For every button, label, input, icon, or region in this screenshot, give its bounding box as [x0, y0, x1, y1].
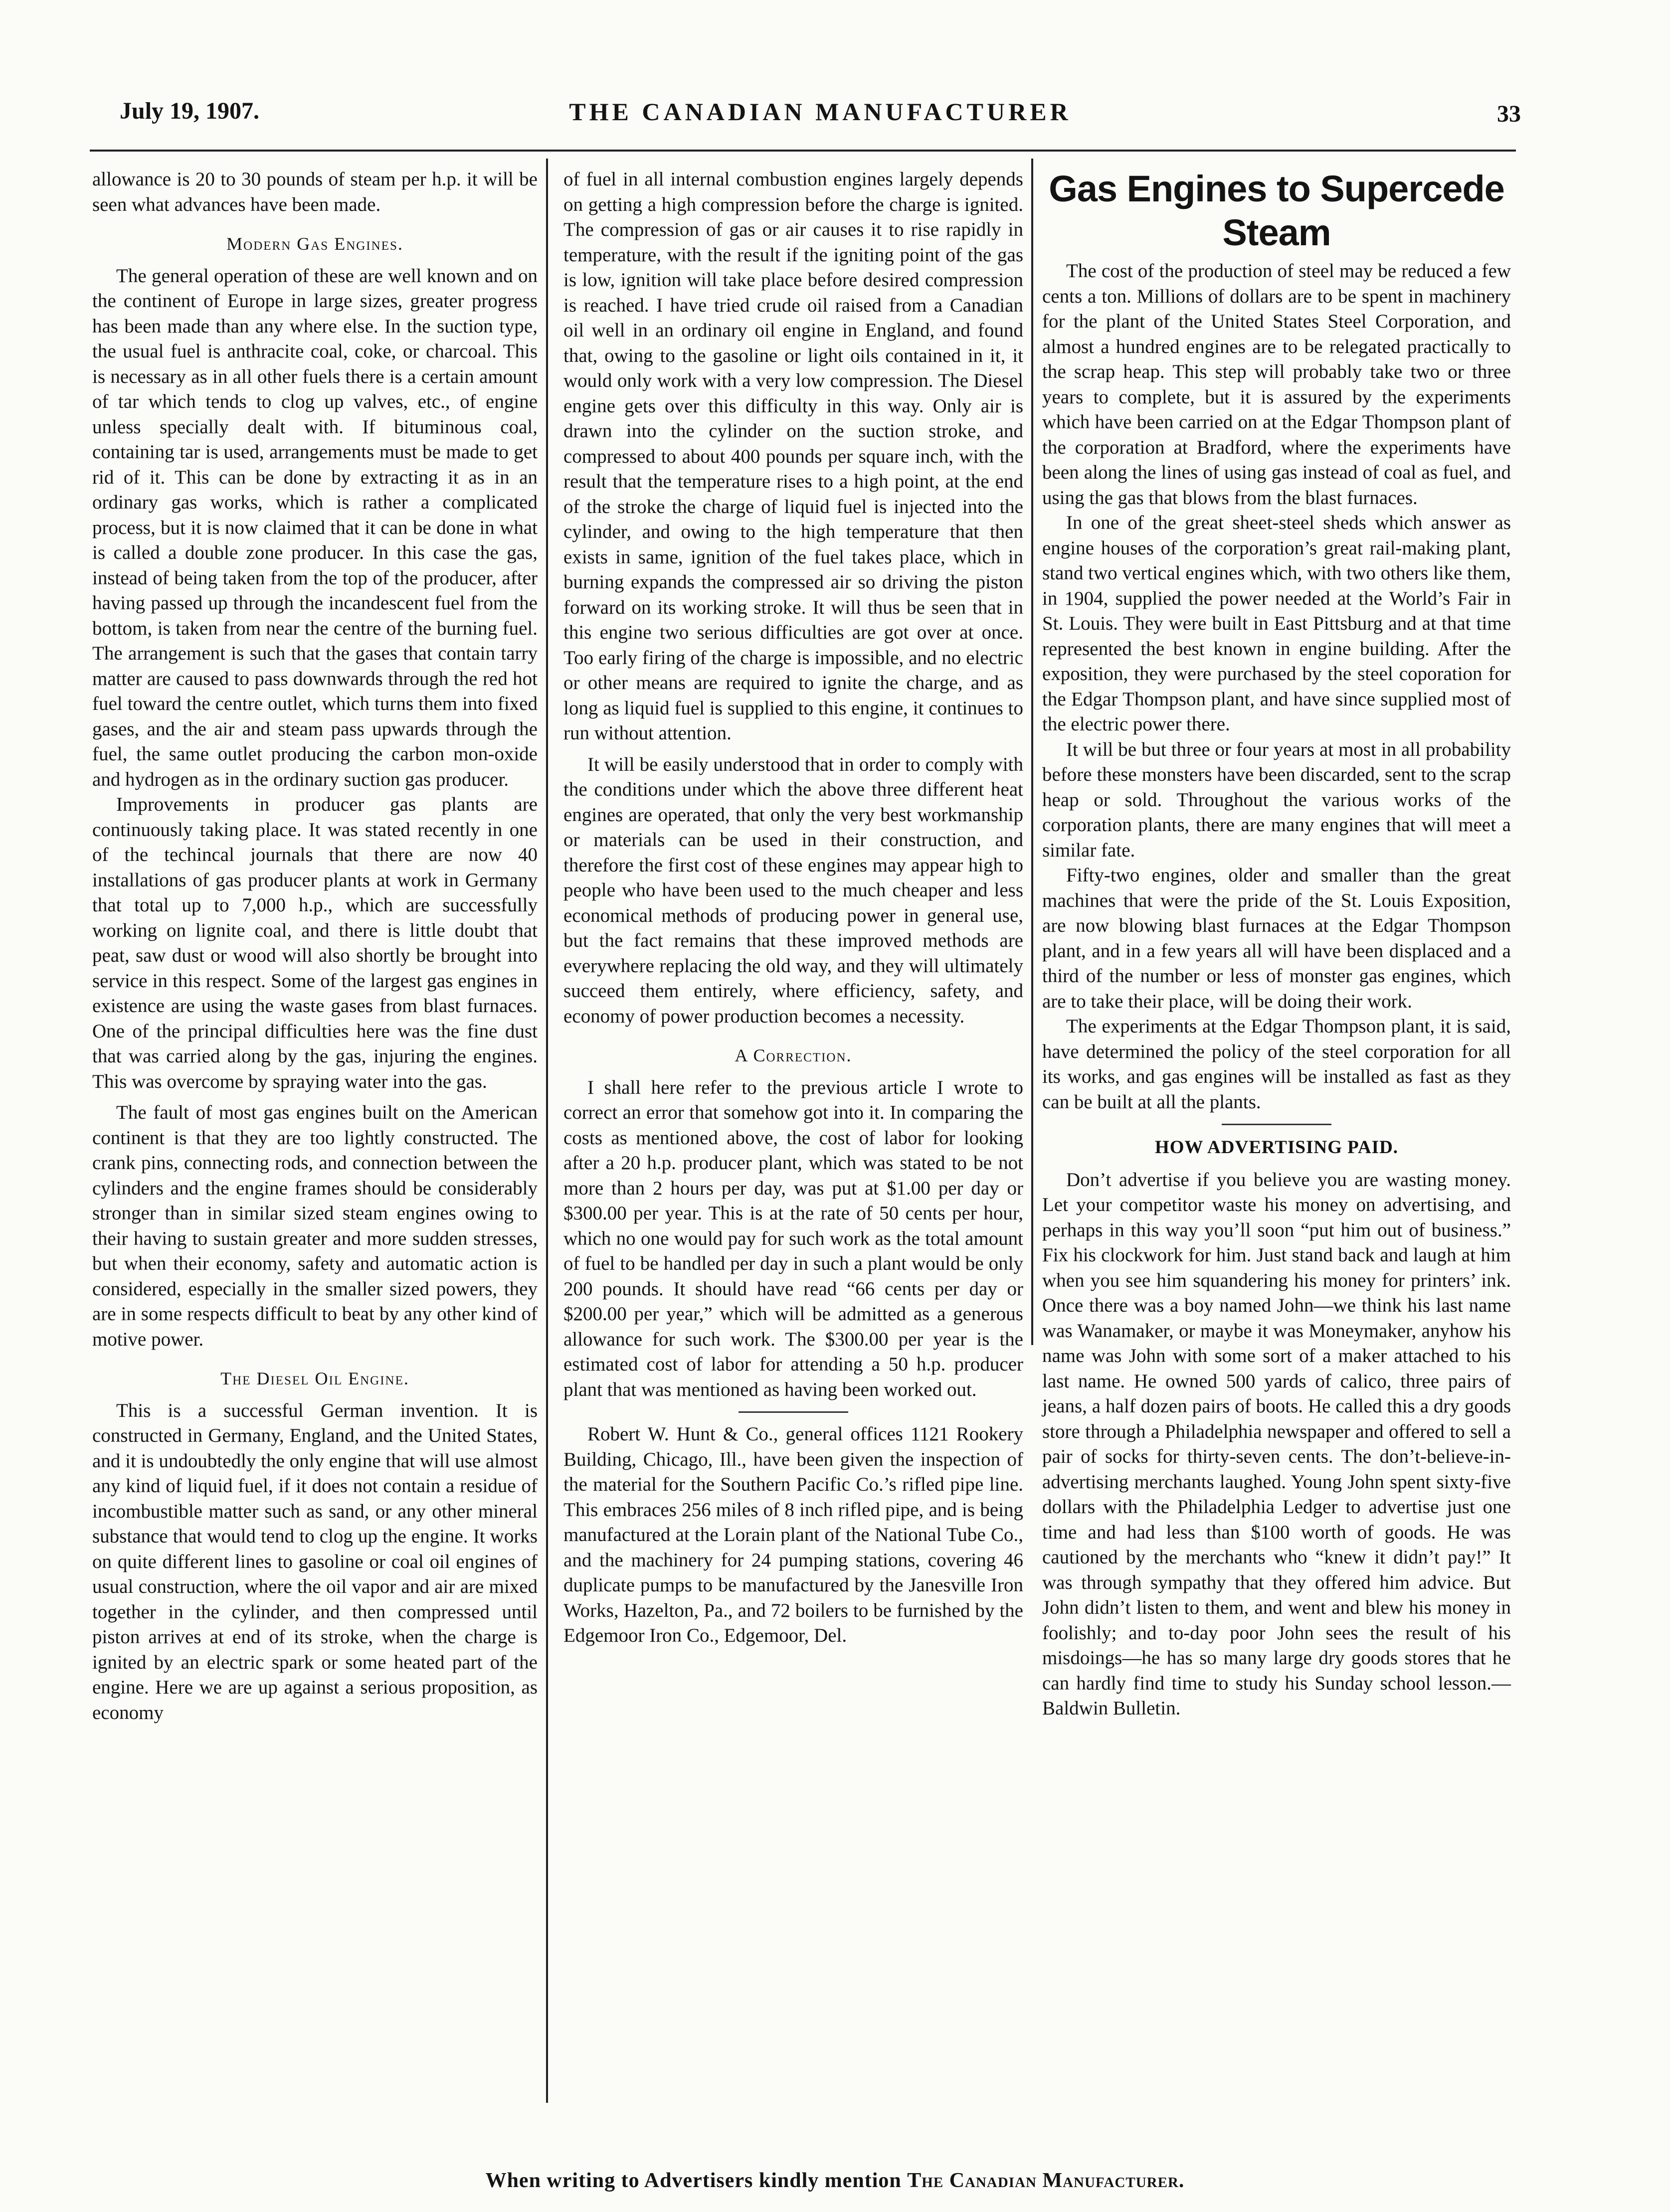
footer-publication-name: The Canadian Manufacturer.: [907, 2169, 1185, 2192]
article-column-3: [1042, 167, 1511, 1721]
paragraph: The general operation of these are well known and on the continent of Europe in large sizes, greater progress has been made than any where else. In the suction type, the usual fuel is anthracite coal, coke, or charcoal. This is necessary as in all other fuels there is a certain amount of tar which tends to clog up valves, etc., of engine unless specially dealt with. If bituminous coal, containing tar is used, arrangements must be made to get rid of it. This can be done by extracting it as in an ordinary gas works, which is rather a complicated process, but it is now claimed that it can be done in what is called a double zone producer. In this case the gas, instead of being taken from the top of the producer, after having passed up through the incandescent fuel from the bottom, is taken from near the centre of the burning fuel. The arrangement is such that the gases that contain tarry matter are caused to pass downwards through the red hot fuel toward the centre outlet, which turns them into fixed gases, and the air and steam pass upwards through the fuel, the same outlet producing the carbon mon-oxide and hydrogen as in the ordinary suction gas producer.: [92, 265, 538, 790]
header-rule: [90, 150, 1516, 152]
column-divider-1: [546, 159, 548, 2103]
article-column-2: [563, 167, 1023, 1649]
paragraph: Fifty-two engines, older and smaller than the great machines that were the pride of the St. Louis Exposition, are now blowing blast furnaces at the Edgar Thompson plant, and in a few years all will have been displaced and a third of the number or less of monster gas engines, which are to take their place, will be doing their work.: [1042, 864, 1511, 1012]
paragraph: The experiments at the Edgar Thompson plant, it is said, have determined the policy of the steel corporation for all its works, and gas engines will be installed as fast as they can be built at all the plants.: [1042, 1016, 1511, 1113]
paragraph: It will be but three or four years at most in all probability before these monsters have been discarded, sent to the scrap heap or sold. Throughout the various works of the corporation plants, there are many engines that will meet a similar fate.: [1042, 738, 1511, 861]
paragraph: This is a successful German invention. It is constructed in Germany, England, and the United States, and it is undoubtedly the only engine that will use almost any kind of liquid fuel, if it does not contain a residue of incombustible matter such as sand, or any other mineral substance that would tend to clog up the engine. It works on quite different lines to gasoline or coal oil engines of usual construction, where the oil vapor and air are mixed together in the cylinder, and then compressed until piston arrives at end of its stroke, when the charge is ignited by an electric spark or some heated part of the engine. Here we are up against a serious proposition, as economy: [92, 1399, 538, 1723]
issue-date: July 19, 1907.: [120, 98, 260, 124]
article-column-1: [92, 167, 538, 1725]
page-footer: [0, 2169, 1670, 2193]
paragraph: of fuel in all internal combustion engines largely depends on getting a high compression before the charge is ignited. The compression of gas or air causes it to rise rapidly in temperature, with the result if the igniting point of the gas is low, ignition will take place before desired compression is reached. I have tried crude oil raised from a Canadian oil well in an ordinary oil engine in England, and found that, owing to the gasoline or light oils contained in it, it would only work with a very low compression. The Diesel engine gets over this difficulty in this way. Only air is drawn into the cylinder on the suction stroke, and compressed to about 400 pounds per square inch, with the result that the temperature rises to a high point, at the end of the stroke the charge of liquid fuel is injected into the cylinder, and owing to the high temperature that then exists in same, ignition of the fuel takes place, which in burning expands the compressed air so driving the piston forward on its working stroke. It will thus be seen that in this engine two serious difficulties are got over at once. Too early firing of the charge is impossible, and no electric or other means are required to ignite the charge, and as long as liquid fuel is supplied to this engine, it continues to run without attention.: [563, 169, 1023, 744]
separator-rule: [739, 1411, 848, 1413]
paragraph: Improvements in producer gas plants are continuously taking place. It was stated recently in one of the techincal journals that there are now 40 installations of gas producer plants at work in Germany that total up to 7,000 h.p., which are successfully working on lignite coal, and there is little doubt that peat, saw dust or wood will also shortly be brought into service in this respect. Some of the largest gas engines in existence are using the waste gases from blast furnaces. One of the principal difficulties here was the fine dust that was carried along by the gas, injuring the engines. This was overcome by spraying water into the gas.: [92, 794, 538, 1092]
section-heading-a-correction: A Correction.: [735, 1045, 852, 1065]
page-header: [120, 97, 1521, 142]
section-heading-diesel-oil-engine: The Diesel Oil Engine.: [220, 1368, 409, 1388]
publication-title: THE CANADIAN MANUFACTURER: [569, 98, 1072, 126]
separator-rule: [1222, 1124, 1331, 1125]
paragraph: Robert W. Hunt & Co., general offices 1121 Rookery Building, Chicago, Ill., have been given the inspection of the material for the Southern Pacific Co.’s rifled pipe line. This embraces 256 miles of 8 inch rifled pipe, and is being manufactured at the Lorain plant of the National Tube Co., and the machinery for 24 pumping stations, covering 46 duplicate pumps to be manufactured by the Janesville Iron Works, Hazelton, Pa., and 72 boilers to be furnished by the Edgemoor Iron Co., Edgemoor, Del.: [563, 1423, 1023, 1646]
headline-how-advertising-paid: HOW ADVERTISING PAID.: [1154, 1137, 1399, 1158]
paragraph: The fault of most gas engines built on the American continent is that they are too lightly constructed. The crank pins, connecting rods, and connection between the cylinders and the engine frames should be considerably stronger than in similar sized steam engines owing to their having to sustain greater and more sudden stresses, but when their economy, safety and automatic action is considered, especially in the smaller sized powers, they are in some respects difficult to beat by any other kind of motive power.: [92, 1102, 538, 1350]
paragraph: I shall here refer to the previous article I wrote to correct an error that somehow got into it. In comparing the costs as mentioned above, the cost of labor for looking after a 20 h.p. producer plant, which was stated to be not more than 2 hours per day, was put at $1.00 per day or $300.00 per year. This is at the rate of 50 cents per hour, which no one would pay for such work as the total amount of fuel to be handled per day in such a plant would be only 200 pounds. It should have read “66 cents per day or $200.00 per year,” which will be admitted as a generous allowance for such work. The $300.00 per year is the estimated cost of labor for attending a 50 h.p. producer plant that was mentioned as having been worked out.: [563, 1076, 1023, 1400]
headline-gas-engines: Gas Engines to Supercede Steam: [1049, 168, 1504, 253]
paragraph: The cost of the production of steel may be reduced a few cents a ton. Millions of dollars are to be spent in machinery for the plant of the United States Steel Corporation, and almost a hundred engines are to be relegated practically to the scrap heap. This step will probably take two or three years to complete, but it is assured by the experiments which have been carried on at the Edgar Thompson plant of the corporation at Bradford, where the experiments have been along the lines of using gas instead of coal as fuel, and using the gas that blows from the blast furnaces.: [1042, 260, 1511, 509]
paragraph: Don’t advertise if you believe you are wasting money. Let your competitor waste his money on advertising, and perhaps in this way you’ll soon “put him out of business.” Fix his clockwork for him. Just stand back and laugh at him when you see him squandering his money for printers’ ink. Once there was a boy named John—we think his last name was Wanamaker, or maybe it was Moneymaker, anyhow his name was John with some sort of a maker attached to his last name. He owned 500 yards of calico, three pairs of jeans, a half dozen pairs of boots. He called this a dry goods store through a Philadelphia newspaper and offered to sell a pair of socks for thirty-seven cents. The don’t-believe-in-advertising merchants laughed. Young John spent sixty-five dollars with the Philadelphia Ledger to advertise just one time and had less than $100 worth of goods. He was cautioned by the merchants who “knew it didn’t pay!” It was through sympathy that they offered him advice. But John didn’t listen to them, and went and blew his money in foolishly; and to-day poor John sees the result of his misdoings—he has so many large dry goods stores that he can hardly find time to study his Sunday school lesson.—Baldwin Bulletin.: [1042, 1169, 1511, 1719]
paragraph: It will be easily understood that in order to comply with the conditions under which the above three different heat engines are operated, that only the very best workmanship or materials can be used in their construction, and therefore the first cost of these engines may appear high to people who have been used to the much cheaper and less economical methods of producing power in general use, but the fact remains that these improved methods are everywhere replacing the old way, and they will ultimately succeed them entirely, where efficiency, safety, and economy of power production becomes a necessity.: [563, 753, 1023, 1027]
paragraph: allowance is 20 to 30 pounds of steam per h.p. it will be seen what advances have been made.: [92, 169, 538, 215]
section-heading-modern-gas-engines: Modern Gas Engines.: [226, 234, 403, 254]
page-number: 33: [1497, 101, 1521, 127]
footer-text: When writing to Advertisers kindly mention: [485, 2169, 908, 2192]
paragraph: In one of the great sheet-steel sheds which answer as engine houses of the corporation’s great rail-making plant, stand two vertical engines which, with two others like them, in 1904, supplied the power needed at the World’s Fair in St. Louis. They were built in East Pittsburg and at that time represented the best known in engine building. After the exposition, they were purchased by the steel coporation for the Edgar Thompson plant, and have since supplied most of the electric power there.: [1042, 512, 1511, 735]
column-divider-2: [1031, 159, 1033, 1345]
